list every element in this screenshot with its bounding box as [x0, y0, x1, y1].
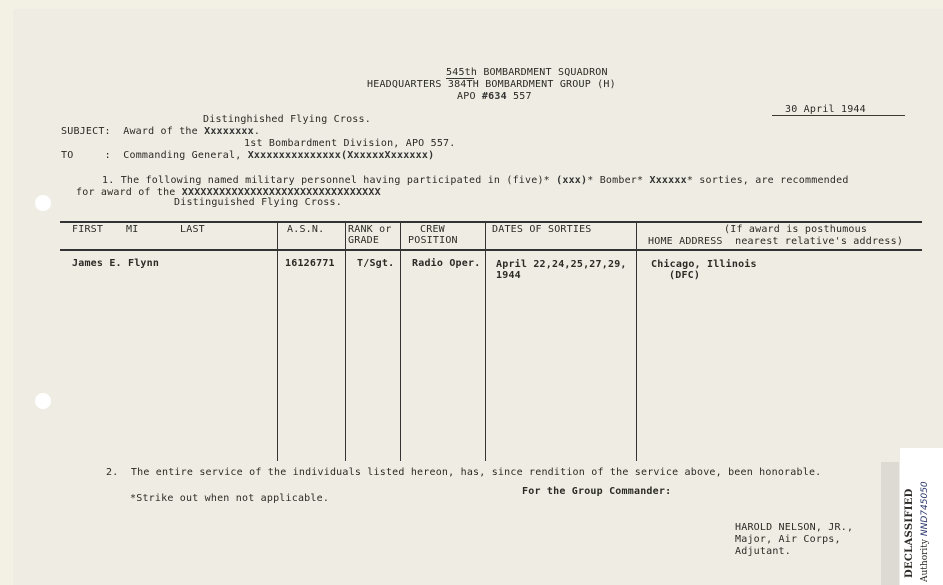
apo-line: APO #634 557 — [457, 91, 532, 102]
header-grade: GRADE — [348, 235, 380, 246]
header-mi: MI — [126, 224, 139, 235]
col-divider — [636, 221, 637, 461]
col-divider — [400, 221, 401, 461]
header-home-address: HOME ADDRESS nearest relative's address) — [648, 236, 904, 247]
cell-dates-1: April 22,24,25,27,29, — [496, 259, 627, 270]
cell-rank: T/Sgt. — [357, 258, 395, 269]
header-dates: DATES OF SORTIES — [492, 224, 592, 235]
personnel-table — [60, 221, 922, 461]
document-date: 30 April 1944 — [785, 104, 866, 115]
col-divider — [485, 221, 486, 461]
authority-number: NND745050 — [920, 481, 930, 537]
subject-line: SUBJECT: Award of the Xxxxxxxx. — [61, 126, 261, 137]
header-first: FIRST — [72, 224, 104, 235]
authority-line: Authority NND745050 — [920, 481, 930, 582]
division-line: 1st Bombardment Division, APO 557. — [244, 138, 456, 149]
punch-hole-bottom — [35, 393, 51, 409]
paragraph-1-line-3: Distinguished Flying Cross. — [174, 197, 342, 208]
paragraph-2: 2. The entire service of the individuals listed hereon, has, since rendition of the service above, been honorable. — [106, 467, 822, 478]
group-line: HEADQUARTERS 384TH BOMBARDMENT GROUP (H) — [367, 79, 616, 90]
cell-home-2: (DFC) — [669, 270, 701, 281]
to-line: TO : Commanding General, Xxxxxxxxxxxxxxx(XxxxxxXxxxxxx) — [61, 150, 435, 161]
table-top-rule — [60, 221, 922, 223]
table-header-rule — [60, 249, 922, 251]
header-rank: RANK or — [348, 224, 392, 235]
cell-asn: 16126771 — [285, 258, 335, 269]
footnote: *Strike out when not applicable. — [130, 493, 330, 504]
apo-struck: #634 — [481, 91, 507, 102]
header-position: POSITION — [408, 235, 458, 246]
declassified-label: DECLASSIFIED — [904, 488, 915, 578]
header-last: LAST — [180, 224, 205, 235]
signature-rank: Major, Air Corps, — [735, 534, 841, 545]
paragraph-1-line-1: 1. The following named military personnel having participated in (five)* (xxx)* Bomber* Xxxxxx* sorties, are recommended — [102, 175, 849, 186]
col-divider — [277, 221, 278, 461]
margin-shadow — [881, 462, 899, 585]
col-divider — [345, 221, 346, 461]
date-underline — [772, 115, 905, 116]
signature-name: HAROLD NELSON, JR., — [735, 522, 854, 533]
cell-position: Radio Oper. — [412, 258, 481, 269]
signature-title: Adjutant. — [735, 546, 791, 557]
header-asn: A.S.N. — [287, 224, 325, 235]
paragraph-1-line-2: for award of the XXXXXXXXXXXXXXXXXXXXXXXXXXXXXXXX — [76, 187, 381, 198]
punch-hole-top — [35, 195, 51, 211]
squadron-line: 545th BOMBARDMENT SQUADRON — [446, 67, 608, 78]
cell-name: James E. Flynn — [72, 258, 160, 269]
cell-dates-2: 1944 — [496, 270, 521, 281]
award-line-above: Distinghished Flying Cross. — [203, 114, 371, 125]
header-home-note: (If award is posthumous — [724, 224, 868, 235]
header-crew: CREW — [420, 224, 445, 235]
cell-home-1: Chicago, Illinois — [651, 259, 757, 270]
for-commander: For the Group Commander: — [522, 486, 672, 497]
declassified-stamp — [900, 448, 943, 585]
